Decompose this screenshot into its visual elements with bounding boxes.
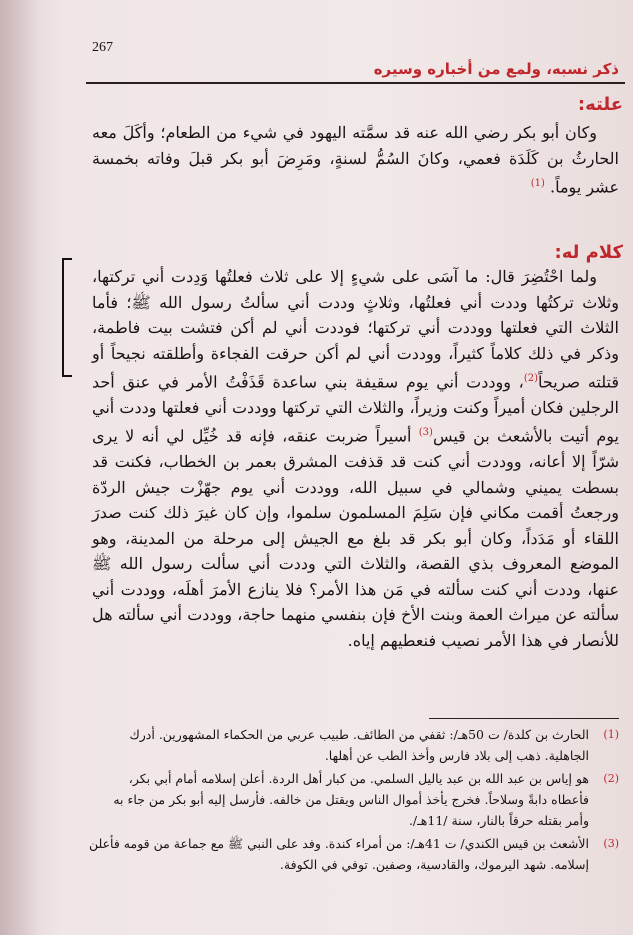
- section-heading-speech: كلام له:: [554, 242, 623, 263]
- section-paragraph-illness: [92, 120, 619, 200]
- paragraph-text: وكان أبو بكر رضي الله عنه قد سمَّته اليهود في شيء من الطعام؛ وأكَلَ معه الحارثُ بن كَلَدَة فعمي، وكانَ السُمُّ لسنةٍ، ومَرِضَ أبو بكر قبلَ وفاته بخمسة عشر يوماً.: [92, 123, 619, 197]
- footnote-number: (3): [603, 837, 619, 850]
- footnote-rule: [429, 718, 619, 719]
- footnote-ref-2: (2): [523, 373, 539, 384]
- footnote-item: [88, 833, 619, 875]
- footnote-item: [88, 768, 619, 831]
- header-rule: [86, 82, 625, 84]
- footnote-ref-3: (3): [418, 427, 433, 439]
- book-spine-shadow: [0, 0, 40, 935]
- paragraph-text-a: ولما احْتُضِرَ قال: ما آسَى على شيءٍ إلا على ثلاث فعلتُها وَدِدت أني تركتها، وثلاث تركتُها وددت أني فعلتُها، وثلاثٍ وددت أني سألتُ رسول الله ﷺ؛ فأما الثلاث التي فعلتها ووددت أني تركتها؛ فوددت أني لم أكن فتشت بيت فاطمة، وذكر في ذلك كلاماً كثيراً، ووددت أني لم أكن حرقت الفجاءة وأطلقته نجيحاً أو قتلته صريحاً: [92, 267, 619, 392]
- page-number: 267: [92, 40, 113, 55]
- paragraph-text-b: ، ووددت أني يوم سقيفة بني ساعدة قَذَفْتُ الأمر في عنق أحد الرجلين فكان أميراً وكنت وزيراً، والثلاث التي تركتها ووددت أني فعلتها وددت أني يوم أتيت بالأشعث بن قيس: [92, 372, 619, 446]
- paragraph: [92, 120, 619, 200]
- section-heading-illness: علته:: [577, 94, 623, 115]
- footnote-text: الحارث بن كلدة/ ت 50هـ/: ثقفي من الطائف. طبيب عربي من الحكماء المشهورين. أدرك الجاهلية. ذهب إلى بلاد فارس وأخذ الطب عن أهلها.: [129, 727, 589, 763]
- paragraph-text-c: أسيراً ضربت عنقه، فإنه قد خُيِّل لي أنه لا يرى شرّاً إلا أعانه، ووددت أني كنت قد قذفت المشرق بعمر بن الخطاب، فكنت قد بسطت يميني وشمالي في سبيل الله، ووددت أني يوم جهّزْت جيش الردّة ورجعتُ أقمت مكاني فإن سَلِمَ المسلمون سلموا، وإن كان غيرَ ذلك كنت صدرَ اللقاء أو مَدَداً، وكان أبو بكر قد بلغ مع الجيش إلى مرحلة من المدينة، وهو الموضع المعروف بذي القصة، والثلاث التي وددت أني سألت رسول الله ﷺ عنها، وددت أني كنت سألته في مَن هذا الأمر؟ فلا ينازع الأمرَ أهلَه، ووددت أني سألته عن ميراث العمة وبنت الأخ فإن بنفسي منهما حاجة، ووددت أني سألته هل للأنصار في هذا الأمر نصيب فنعطيهم إياه.: [92, 426, 620, 650]
- footnotes: [88, 724, 619, 877]
- footnote-number: (1): [603, 728, 619, 741]
- footnote-item: [88, 724, 619, 766]
- paragraph: [92, 264, 619, 653]
- footnote-text: الأشعث بن قيس الكندي/ ت 41هـ/: من أمراء كندة. وفد على النبي ﷺ مع جماعة من قومه فأعلن إسلامه. شهد اليرموك، والقادسية، وصفين. توفي في الكوفة.: [88, 836, 589, 872]
- section-paragraph-speech: [92, 264, 619, 653]
- footnote-ref-1: (1): [530, 178, 545, 189]
- margin-bracket: [62, 258, 72, 377]
- running-title: ذكر نسبه، ولمع من أخباره وسيره: [373, 60, 619, 78]
- footnote-number: (2): [603, 772, 619, 785]
- footnote-text: هو إياس بن عبد الله بن عبد ياليل السلمي. من كبار أهل الردة. أعلن إسلامه أمام أبي بكر، فأعطاه دابةً وسلاحاً. فخرج يأخذ أموال الناس ويقتل من خالفه. فأرسل إليه أبو بكر من جاء به وأمر بقتله حرقاً بالنار، سنة /11هـ/.: [113, 771, 589, 828]
